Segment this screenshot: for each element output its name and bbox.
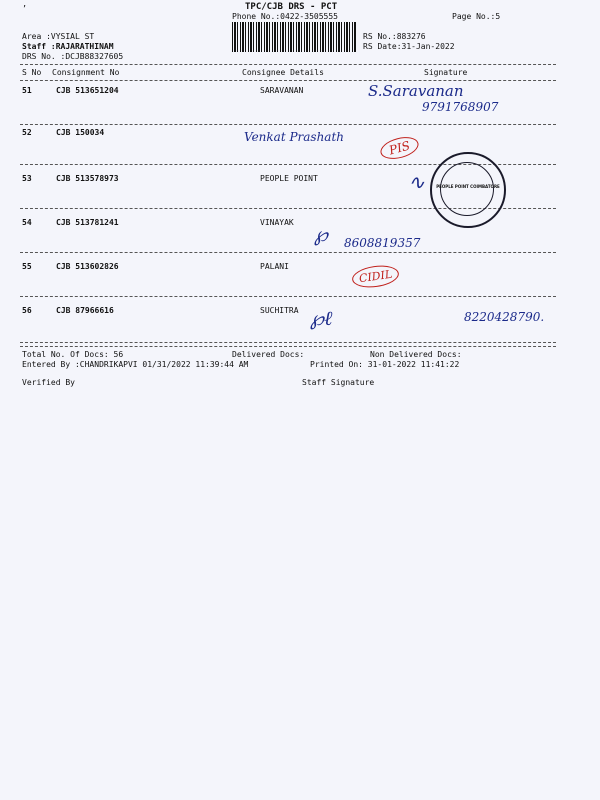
footer-divider [20, 346, 556, 347]
phone-56: 8220428790. [464, 310, 545, 324]
tick-mark: ’ [22, 4, 27, 13]
row-sno: 52 [22, 128, 32, 137]
printed-on: Printed On: 31-01-2022 11:41:22 [310, 360, 460, 369]
row-divider [20, 342, 556, 343]
non-delivered-docs: Non Delivered Docs: [370, 350, 462, 359]
rs-number: RS No.:883276 [363, 32, 426, 41]
row-consignment: CJB 513651204 [56, 86, 119, 95]
verified-by: Verified By [22, 378, 75, 387]
row-consignee: SARAVANAN [260, 86, 304, 95]
signature-53-scribble: ∿ [408, 170, 425, 194]
row-consignee: PALANI [260, 262, 289, 271]
column-consignment: Consignment No [52, 68, 120, 77]
row-consignee: VINAYAK [260, 218, 294, 227]
stamp-inner-ring [440, 162, 494, 216]
phone-number: Phone No.:0422-3505555 [232, 12, 338, 21]
staff-signature: Staff Signature [302, 378, 375, 387]
row-consignment: CJB 150034 [56, 128, 105, 137]
row-sno: 53 [22, 174, 32, 183]
row-divider [20, 252, 556, 253]
row-divider [20, 296, 556, 297]
area-label: Area :VYSIAL ST [22, 32, 95, 41]
red-mark-55: CIDIL [351, 263, 401, 290]
row-consignment: CJB 513602826 [56, 262, 119, 271]
column-header-divider [20, 80, 556, 81]
entered-by: Entered By :CHANDRIKAPVI 01/31/2022 11:39:44 AM [22, 360, 249, 369]
staff-label: Staff :RAJARATHINAM [22, 42, 114, 51]
row-consignee: SUCHITRA [260, 306, 299, 315]
row-sno: 55 [22, 262, 32, 271]
red-mark-52: PIS [378, 133, 421, 162]
page-number: Page No.:5 [452, 12, 501, 21]
drs-number: DRS No. :DCJB88327605 [22, 52, 124, 61]
signature-56: ℘ℓ [310, 306, 333, 330]
signature-54: ℘ [314, 222, 328, 246]
row-divider [20, 124, 556, 125]
row-sno: 54 [22, 218, 32, 227]
consignee-52-handwritten: Venkat Prashath [244, 130, 345, 144]
column-sno: S No [22, 68, 42, 77]
row-consignment: CJB 513578973 [56, 174, 119, 183]
row-consignment: CJB 513781241 [56, 218, 119, 227]
delivered-docs: Delivered Docs: [232, 350, 305, 359]
document-title: TPC/CJB DRS - PCT [245, 2, 338, 12]
phone-54: 8608819357 [344, 236, 421, 250]
total-docs: Total No. Of Docs: 56 [22, 350, 124, 359]
row-consignment: CJB 87966616 [56, 306, 114, 315]
phone-51: 9791768907 [422, 100, 499, 114]
row-consignee: PEOPLE POINT [260, 174, 318, 183]
header-divider [20, 64, 556, 65]
signature-51: S.Saravanan [368, 82, 464, 100]
row-sno: 56 [22, 306, 32, 315]
stamp-text: PEOPLE POINT COIMBATORE [436, 184, 500, 189]
company-stamp [430, 152, 506, 228]
rs-date: RS Date:31-Jan-2022 [363, 42, 455, 51]
barcode [232, 22, 356, 52]
column-consignee: Consignee Details [242, 68, 324, 77]
column-signature: Signature [424, 68, 468, 77]
row-sno: 51 [22, 86, 32, 95]
